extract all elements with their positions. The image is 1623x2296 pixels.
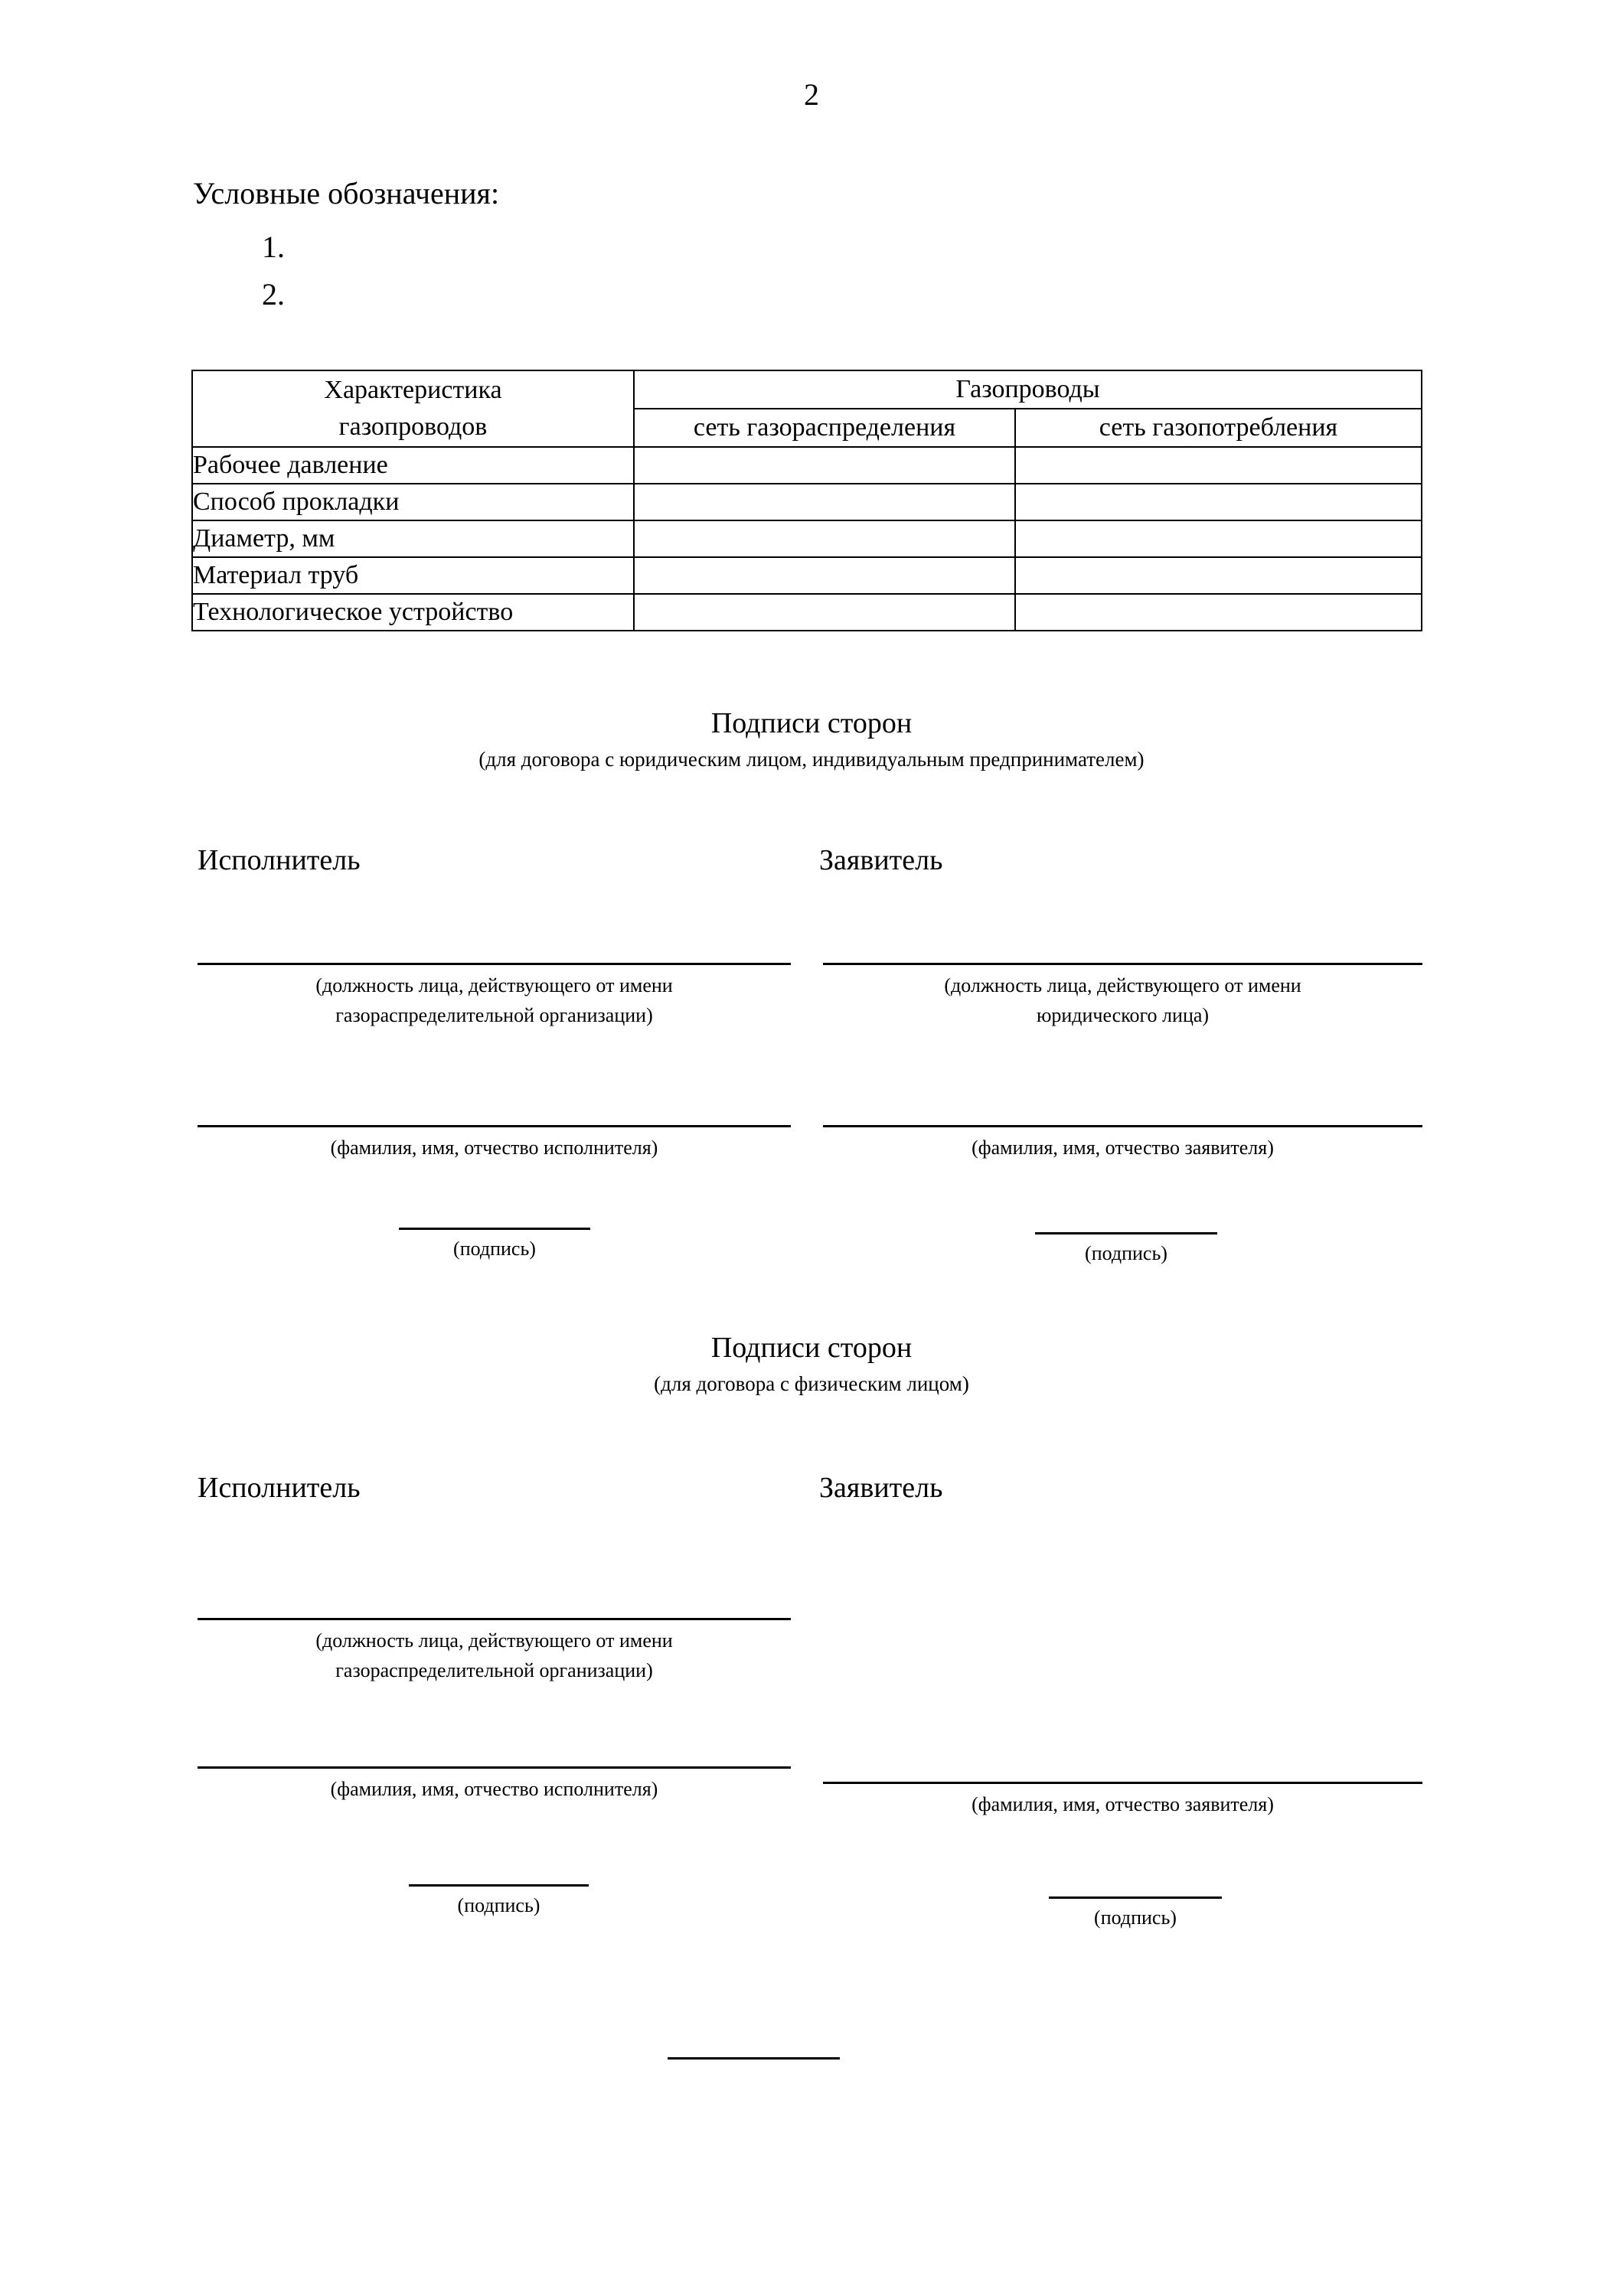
cell-consumption[interactable] [1015, 557, 1422, 594]
cell-consumption[interactable] [1015, 484, 1422, 520]
table-row [192, 520, 1422, 557]
legal-executor-position-caption-line1: (должность лица, действующего от имени [315, 974, 673, 996]
individual-applicant-label: Заявитель [819, 1472, 943, 1504]
legal-applicant-position-caption [823, 970, 1422, 1030]
row-label-pipe-material: Материал труб [192, 557, 634, 594]
individual-executor-signature-caption: (подпись) [457, 1894, 540, 1916]
legend-title: Условные обозначения: [193, 176, 500, 210]
cell-distribution[interactable] [634, 447, 1015, 484]
page-number: 2 [804, 77, 819, 112]
header-group-pipelines: Газопроводы [634, 370, 1422, 409]
signatures-legal-heading [0, 706, 1623, 775]
signatures-individual-heading [0, 1330, 1623, 1399]
signatures-legal-subtitle: (для договора с юридическим лицом, индивидуальным предпринимателем) [478, 748, 1145, 771]
legend-list [193, 223, 499, 318]
header-characteristic [192, 370, 634, 447]
legal-executor-name-caption: (фамилия, имя, отчество исполнителя) [330, 1137, 658, 1159]
cell-distribution[interactable] [634, 594, 1015, 631]
individual-executor-position-caption [198, 1626, 791, 1685]
legal-applicant-name-caption: (фамилия, имя, отчество заявителя) [972, 1137, 1274, 1159]
row-label-working-pressure: Рабочее давление [192, 447, 634, 484]
table-header-row [192, 370, 1422, 409]
legal-executor-position-line[interactable] [198, 963, 791, 965]
table-row [192, 484, 1422, 520]
legal-executor-position-caption-line2: газораспределительной организации) [335, 1004, 653, 1026]
legend-item-2: 2. [262, 277, 285, 311]
table-row [192, 447, 1422, 484]
header-characteristic-line1: Характеристика [324, 376, 502, 404]
row-label-technological-device: Технологическое устройство [192, 594, 634, 631]
legal-executor-position-caption [198, 970, 791, 1030]
header-col-consumption: сеть газопотребления [1015, 409, 1422, 447]
legal-applicant-position-line[interactable] [823, 963, 1422, 965]
row-label-laying-method: Способ прокладки [192, 484, 634, 520]
individual-executor-signature-line[interactable] [409, 1884, 589, 1887]
table-row [192, 557, 1422, 594]
legal-executor-signature-line[interactable] [399, 1228, 590, 1230]
cell-consumption[interactable] [1015, 447, 1422, 484]
legend-block [193, 174, 499, 318]
gas-pipeline-table [191, 370, 1422, 631]
individual-applicant-name-caption: (фамилия, имя, отчество заявителя) [972, 1793, 1274, 1815]
cell-distribution[interactable] [634, 520, 1015, 557]
legal-applicant-signature-caption: (подпись) [1085, 1242, 1167, 1264]
individual-executor-position-caption-line1: (должность лица, действующего от имени [315, 1629, 673, 1652]
individual-executor-position-caption-line2: газораспределительной организации) [335, 1659, 653, 1681]
cell-consumption[interactable] [1015, 520, 1422, 557]
cell-consumption[interactable] [1015, 594, 1422, 631]
legal-executor-label: Исполнитель [198, 844, 361, 876]
signatures-individual-subtitle: (для договора с физическим лицом) [654, 1372, 969, 1395]
signatures-legal-title: Подписи сторон [710, 707, 913, 739]
individual-executor-label: Исполнитель [198, 1472, 361, 1504]
legend-item-1: 1. [262, 230, 285, 264]
individual-applicant-signature-line[interactable] [1049, 1896, 1222, 1899]
individual-applicant-signature-caption: (подпись) [1094, 1906, 1177, 1929]
signatures-individual-title: Подписи сторон [710, 1332, 913, 1364]
header-col-distribution: сеть газораспределения [634, 409, 1015, 447]
header-characteristic-line2: газопроводов [338, 413, 488, 441]
individual-executor-name-line[interactable] [198, 1766, 791, 1769]
individual-executor-position-line[interactable] [198, 1618, 791, 1620]
individual-executor-name-caption: (фамилия, имя, отчество исполнителя) [330, 1778, 658, 1800]
legal-executor-signature-caption: (подпись) [453, 1238, 536, 1260]
legal-applicant-name-line[interactable] [823, 1125, 1422, 1127]
legal-applicant-position-caption-line2: юридического лица) [1036, 1004, 1210, 1026]
bottom-signature-line[interactable] [668, 2057, 840, 2060]
cell-distribution[interactable] [634, 484, 1015, 520]
legal-applicant-signature-line[interactable] [1035, 1232, 1217, 1234]
table-row [192, 594, 1422, 631]
legal-executor-name-line[interactable] [198, 1125, 791, 1127]
cell-distribution[interactable] [634, 557, 1015, 594]
individual-applicant-name-line[interactable] [823, 1782, 1422, 1784]
legal-applicant-label: Заявитель [819, 844, 943, 876]
row-label-diameter: Диаметр, мм [192, 520, 634, 557]
legal-applicant-position-caption-line1: (должность лица, действующего от имени [944, 974, 1301, 996]
